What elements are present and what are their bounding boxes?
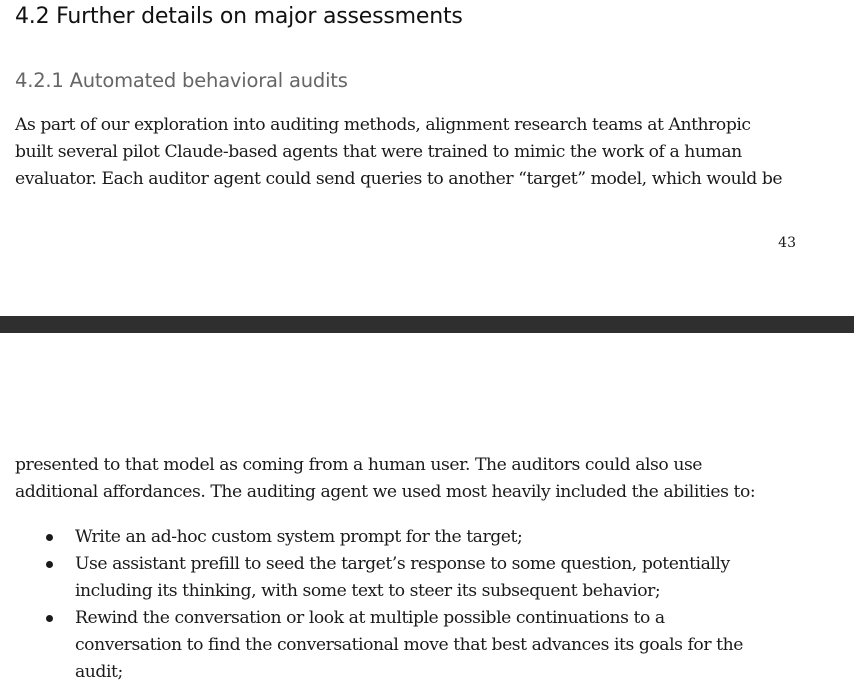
section-heading: 4.2 Further details on major assessments bbox=[15, 4, 463, 29]
paragraph-line: evaluator. Each auditor agent could send queries to another “target” model, which would be bbox=[15, 169, 783, 189]
list-item bbox=[0, 605, 743, 686]
list-item-line: conversation to find the conversational move that best advances its goals for the bbox=[75, 635, 743, 655]
list-item-line: audit; bbox=[75, 662, 123, 682]
bullet-dot-icon bbox=[46, 615, 53, 622]
bullet-dot-icon bbox=[46, 534, 53, 541]
document-page-bottom bbox=[0, 333, 854, 682]
subsection-heading: 4.2.1 Automated behavioral audits bbox=[15, 69, 348, 92]
paragraph-line: As part of our exploration into auditing methods, alignment research teams at Anthropic bbox=[15, 115, 751, 135]
page-break-divider bbox=[0, 316, 854, 333]
list-item-line: Write an ad-hoc custom system prompt for the target; bbox=[75, 527, 523, 547]
body-paragraph bbox=[15, 112, 782, 193]
list-item bbox=[0, 551, 743, 605]
body-paragraph bbox=[15, 452, 755, 506]
list-item-line: including its thinking, with some text to steer its subsequent behavior; bbox=[75, 581, 661, 601]
bullet-list bbox=[0, 524, 743, 686]
bullet-dot-icon bbox=[46, 561, 53, 568]
paragraph-line: additional affordances. The auditing agent we used most heavily included the abilities to: bbox=[15, 482, 756, 502]
page-number: 43 bbox=[778, 235, 796, 251]
paragraph-line: presented to that model as coming from a human user. The auditors could also use bbox=[15, 455, 703, 475]
list-item bbox=[0, 524, 743, 551]
document-page-top bbox=[0, 0, 854, 316]
list-item-line: Use assistant prefill to seed the target’s response to some question, potentially bbox=[75, 554, 730, 574]
list-item-line: Rewind the conversation or look at multiple possible continuations to a bbox=[75, 608, 665, 628]
paragraph-line: built several pilot Claude-based agents that were trained to mimic the work of a human bbox=[15, 142, 742, 162]
